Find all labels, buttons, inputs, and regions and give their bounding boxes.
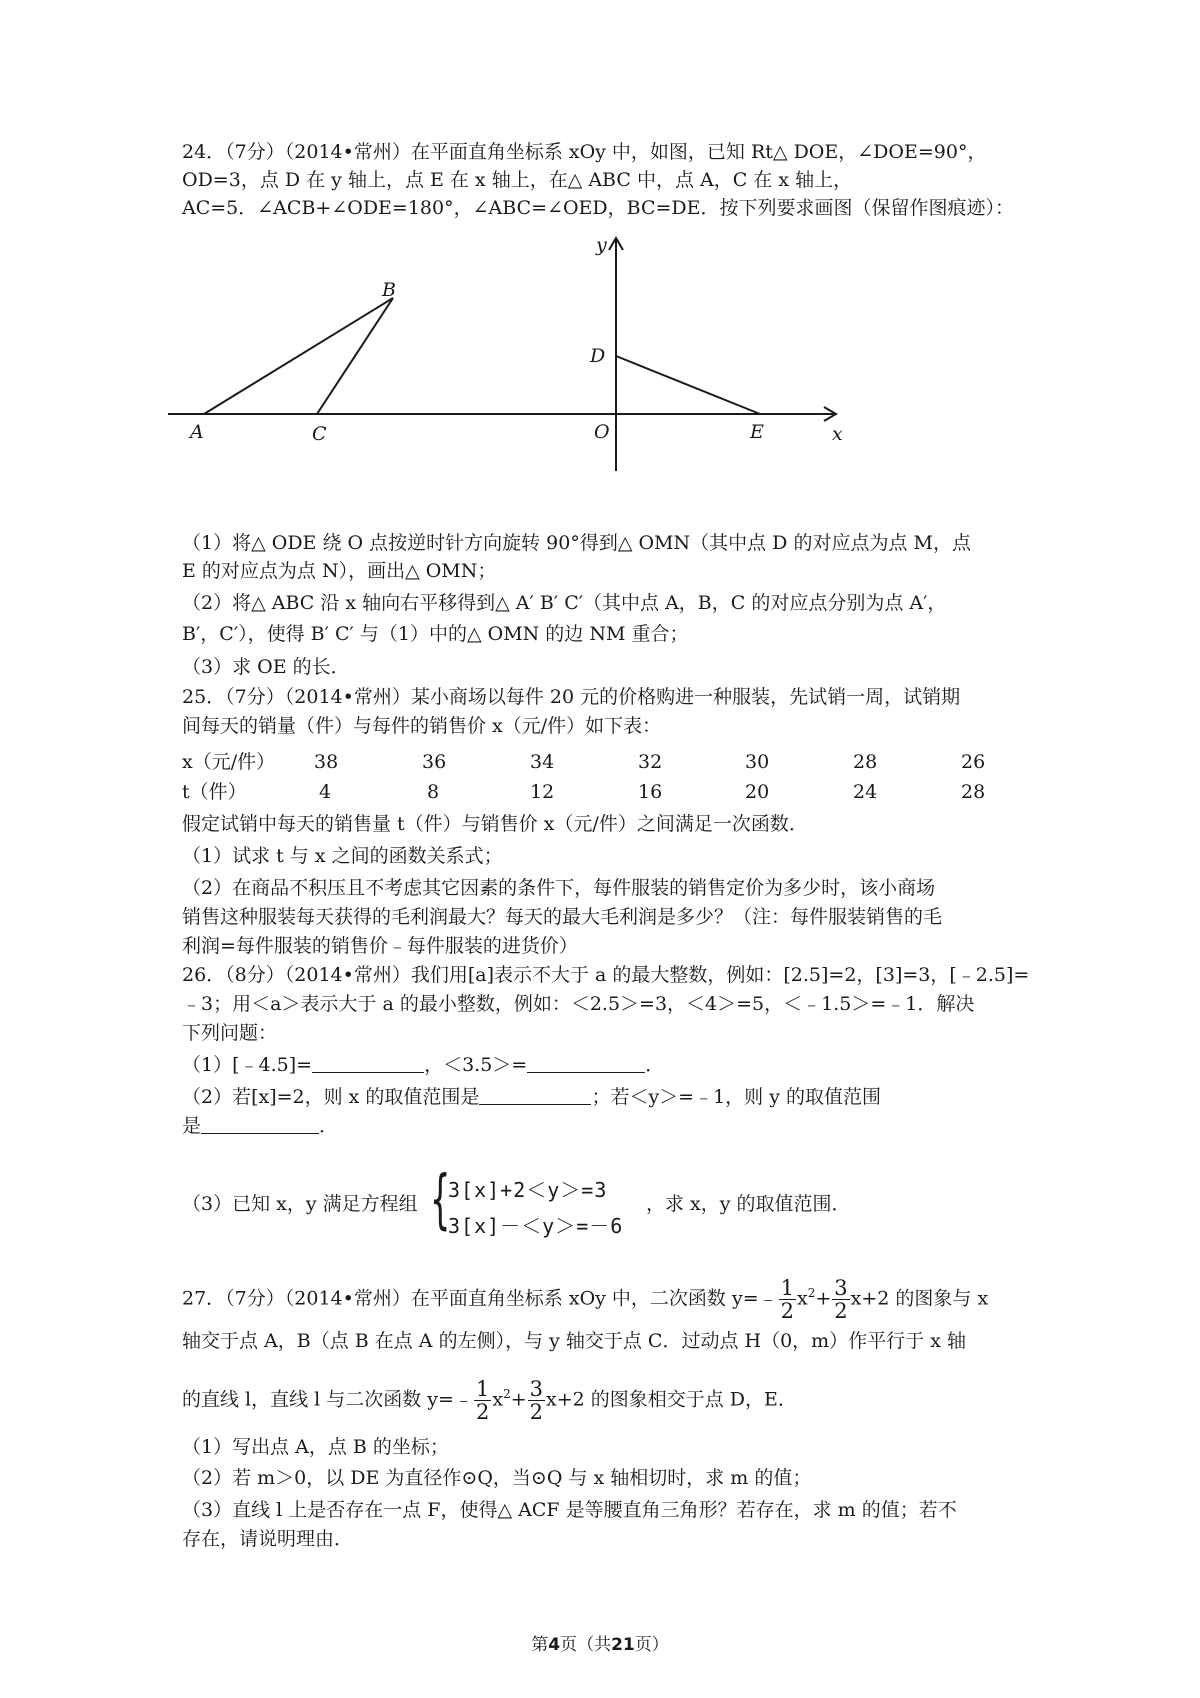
- segment-DE: [616, 356, 760, 414]
- footer-pre: 第: [531, 1635, 549, 1655]
- q25-line-1: 25．（7分）（2014•常州）某小商场以每件 20 元的价格购进一种服装，先试销一周，试销期: [182, 686, 961, 708]
- q27-line-1: [182, 1269, 1042, 1323]
- answer-blank[interactable]: [201, 1113, 319, 1134]
- segment-AB: [204, 298, 393, 414]
- q27-exponent: 2: [807, 1286, 816, 1300]
- footer-total-pages: 21: [611, 1635, 635, 1655]
- q25-part2-line-1: （2）在商品不积压且不考虑其它因素的条件下，每件服装的销售定价为多少时，该小商场: [182, 877, 936, 899]
- q25-part2-line-3: 利润=每件服装的销售价﹣每件服装的进货价）: [182, 935, 578, 957]
- label-E: E: [750, 421, 764, 443]
- answer-blank[interactable]: [312, 1052, 424, 1073]
- q25-line-2: 间每天的销量（件）与每件的销售价 x（元/件）如下表：: [182, 715, 662, 737]
- label-B: B: [382, 279, 396, 301]
- q26-part3-text-b: ，求 x，y 的取值范围．: [646, 1193, 851, 1215]
- q24-line-3: AC=5．∠ACB+∠ODE=180°，∠ABC=∠OED，BC=DE．按下列要求画图（保留作图痕迹）：: [182, 197, 1015, 219]
- label-x: x: [832, 423, 843, 445]
- table-cell: 28: [853, 751, 878, 773]
- segment-CB: [317, 298, 393, 414]
- q27-line3-text-a: 的直线 l，直线 l 与二次函数 y=﹣: [182, 1388, 473, 1411]
- table-cell: 32: [638, 751, 663, 773]
- page-footer: [0, 1630, 1200, 1655]
- q24-line-2: OD=3，点 D 在 y 轴上，点 E 在 x 轴上，在△ ABC 中，点 A，C 在 x 轴上，: [182, 169, 853, 191]
- q27-line3-text-c: x+2 的图象相交于点 D，E．: [546, 1388, 797, 1411]
- q26-part2-text-c: 是: [182, 1115, 202, 1137]
- equation-2: 3[x]－＜y＞=－6: [448, 1214, 624, 1238]
- q27-part3-line-1: （3）直线 l 上是否存在一点 F，使得△ ACF 是等腰直角三角形？若存在，求 m 的值；若不: [182, 1499, 957, 1521]
- q26-part3-text-a: （3）已知 x，y 满足方程组: [182, 1193, 418, 1215]
- q27-plus: +: [510, 1388, 527, 1411]
- table-cell: 30: [745, 751, 770, 773]
- table-cell: 12: [530, 781, 555, 803]
- q27-part1: （1）写出点 A，点 B 的坐标；: [182, 1436, 449, 1458]
- fraction-denominator: 2: [475, 1399, 490, 1424]
- q25-part2-line-2: 销售这种服装每天获得的毛利润最大？每天的最大毛利润是多少？（注：每件服装销售的毛: [182, 906, 943, 928]
- q27-line1-text-a: 27．（7分）（2014•常州）在平面直角坐标系 xOy 中，二次函数 y=﹣: [182, 1287, 778, 1310]
- table-row1-label: x（元/件）: [182, 751, 276, 773]
- fraction-one-half: [474, 1378, 491, 1423]
- left-brace-icon: {: [430, 1163, 451, 1237]
- q24-part1-line-2: E 的对应点为点 N），画出△ OMN；: [182, 560, 497, 582]
- q27-plus: +: [815, 1287, 832, 1310]
- table-cell: 38: [314, 751, 339, 773]
- table-cell: 16: [638, 781, 663, 803]
- answer-blank[interactable]: [527, 1052, 645, 1073]
- table-cell: 26: [961, 751, 986, 773]
- q26-line-3: 下列问题：: [182, 1022, 278, 1044]
- table-cell: 8: [427, 781, 440, 803]
- q26-line-1: 26．（8分）（2014•常州）我们用[a]表示不大于 a 的最大整数，例如：[2.5]=2，[3]=3，[﹣2.5]=: [182, 964, 1030, 986]
- fraction-numerator: 1: [780, 1275, 795, 1300]
- table-cell: 4: [319, 781, 332, 803]
- q27-var-x: x: [797, 1287, 808, 1310]
- table-cell: 36: [422, 751, 447, 773]
- q26-part1-text-b: ，＜3.5＞=: [424, 1054, 528, 1076]
- label-C: C: [312, 423, 327, 445]
- table-cell: 20: [745, 781, 770, 803]
- label-D: D: [590, 345, 606, 367]
- fraction-one-half: [779, 1277, 796, 1322]
- q27-part3-line-2: 存在，请说明理由．: [182, 1528, 354, 1550]
- answer-blank[interactable]: [479, 1084, 591, 1105]
- q27-line1-text-c: x+2 的图象与 x: [850, 1287, 989, 1310]
- fraction-denominator: 2: [529, 1399, 543, 1424]
- label-y: y: [596, 234, 607, 256]
- footer-mid: 页（共: [560, 1635, 612, 1655]
- equation-1: 3[x]+2＜y＞=3: [448, 1178, 608, 1202]
- label-A: A: [190, 421, 204, 443]
- q26-part2-text-a: （2）若[x]=2，则 x 的取值范围是: [182, 1086, 480, 1108]
- q25-part1: （1）试求 t 与 x 之间的函数关系式；: [182, 845, 503, 867]
- footer-page-number: 4: [548, 1635, 561, 1655]
- q27-part2: （2）若 m＞0，以 DE 为直径作⊙Q，当⊙Q 与 x 轴相切时，求 m 的值；: [182, 1467, 812, 1489]
- table-cell: 34: [530, 751, 555, 773]
- q27-var-x: x: [492, 1388, 504, 1411]
- table-row2-label: t（件）: [182, 781, 247, 803]
- q27-line-3: [182, 1370, 1042, 1424]
- q24-part3: （3）求 OE 的长．: [182, 656, 350, 678]
- q25-line-3: 假定试销中每天的销售量 t（件）与销售价 x（元/件）之间满足一次函数．: [182, 813, 808, 835]
- fraction-denominator: 2: [780, 1298, 795, 1323]
- table-cell: 24: [853, 781, 878, 803]
- q24-part1-line-1: （1）将△ ODE 绕 O 点按逆时针方向旋转 90°得到△ OMN（其中点 D 的对应点为点 M，点: [182, 532, 971, 554]
- label-O: O: [594, 421, 610, 443]
- footer-post: 页）: [634, 1635, 669, 1655]
- table-cell: 28: [961, 781, 986, 803]
- q26-part1-text-a: （1）[﹣4.5]=: [182, 1054, 313, 1076]
- q27-line-2: 轴交于点 A，B（点 B 在点 A 的左侧），与 y 轴交于点 C．过动点 H（0，m）作平行于 x 轴: [182, 1330, 966, 1352]
- q26-part2-text-b: ；若＜y＞=﹣1，则 y 的取值范围: [591, 1086, 881, 1108]
- q26-line-2: ﹣3；用＜a＞表示大于 a 的最小整数，例如：＜2.5＞=3，＜4＞=5，＜﹣1.5＞=﹣1．解决: [182, 993, 975, 1015]
- q27-exponent: 2: [503, 1387, 511, 1401]
- fraction-numerator: 1: [475, 1376, 490, 1401]
- fraction-three-halves: [832, 1277, 849, 1322]
- q24-line-1: 24．（7分）（2014•常州）在平面直角坐标系 xOy 中，如图，已知 Rt△ DOE，∠DOE=90°，: [182, 141, 987, 163]
- q26-part1-text-c: ．: [645, 1054, 665, 1076]
- fraction-three-halves: [528, 1378, 545, 1423]
- q24-part2-line-1: （2）将△ ABC 沿 x 轴向右平移得到△ A′ B′ C′（其中点 A，B，C 的对应点分别为点 A′，: [182, 592, 947, 614]
- q26-part2-line-1: [182, 1083, 1042, 1111]
- q26-part2-text-d: ．: [319, 1115, 339, 1137]
- fraction-numerator: 3: [834, 1275, 848, 1300]
- fraction-numerator: 3: [529, 1376, 543, 1401]
- equation-system: [430, 1163, 640, 1242]
- q24-figure: [0, 228, 1200, 488]
- q26-part2-line-2: [182, 1112, 1042, 1140]
- fraction-denominator: 2: [834, 1298, 848, 1323]
- q26-part1: [182, 1051, 1042, 1079]
- q24-part2-line-2: B′，C′），使得 B′ C′ 与（1）中的△ OMN 的边 NM 重合；: [182, 623, 689, 645]
